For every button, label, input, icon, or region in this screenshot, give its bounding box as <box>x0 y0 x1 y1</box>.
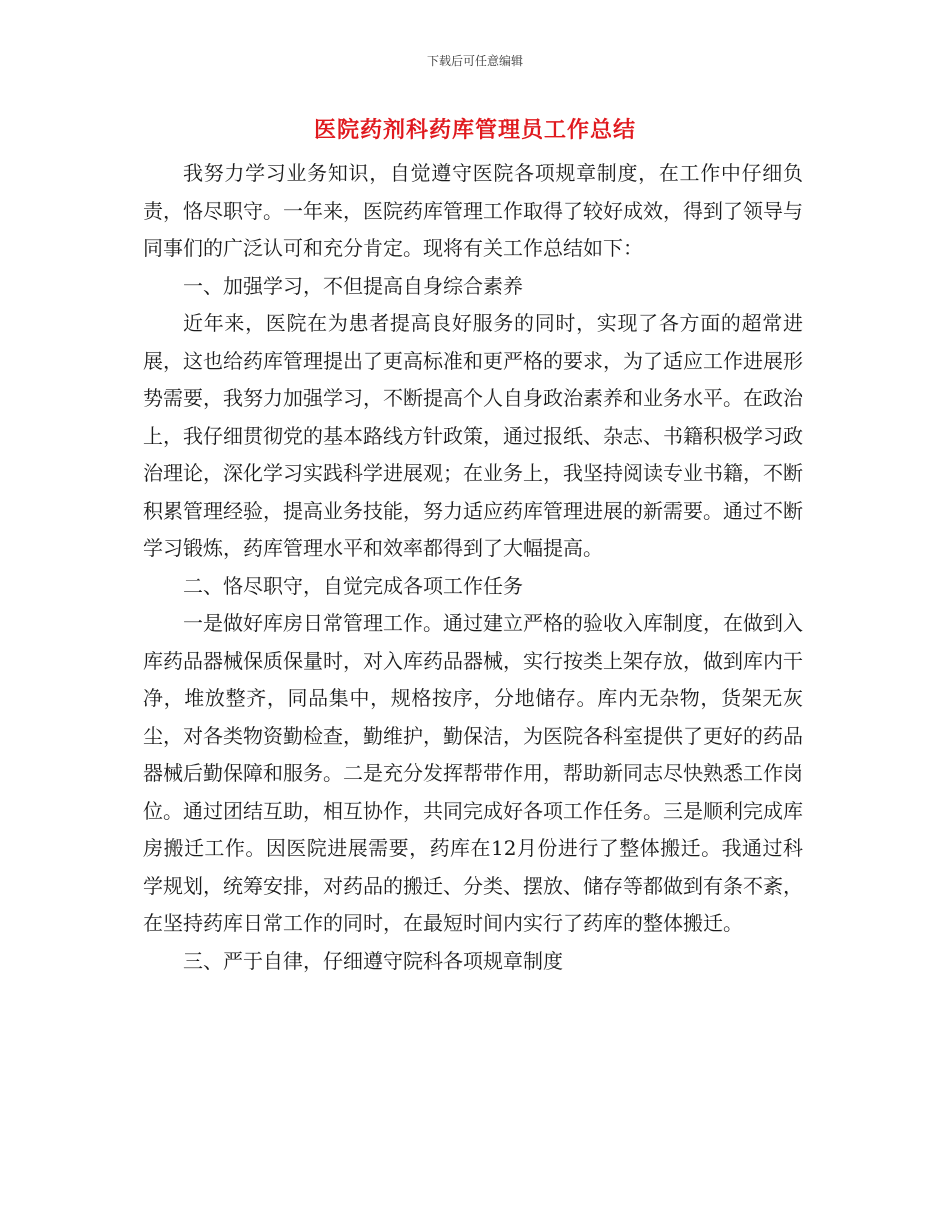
section-1-paragraph: 近年来，医院在为患者提高良好服务的同时，实现了各方面的超常进展，这也给药库管理提出了更高标准和更严格的要求，为了适应工作进展形势需要，我努力加强学习，不断提高个人自身政治素养和业务水平。在政治上，我仔细贯彻党的基本路线方针政策，通过报纸、杂志、书籍积极学习政治理论，深化学习实践科学进展观；在业务上，我坚持阅读专业书籍，不断积累管理经验，提高业务技能，努力适应药库管理进展的新需要。通过不断学习锻炼，药库管理水平和效率都得到了大幅提高。 <box>143 311 803 560</box>
page-header-note: 下载后可任意编辑 <box>426 54 523 68</box>
section-heading-3: 三、严于自律，仔细遵守院科各项规章制度 <box>183 948 563 973</box>
intro-paragraph: 我努力学习业务知识，自觉遵守医院各项规章制度，在工作中仔细负责，恪尽职守。一年来，医院药库管理工作取得了较好成效，得到了领导与同事们的广泛认可和充分肯定。现将有关工作总结如下： <box>143 161 803 260</box>
section-heading-1: 一、加强学习，不但提高自身综合素养 <box>183 273 523 298</box>
section-heading-2: 二、恪尽职守，自觉完成各项工作任务 <box>183 573 523 598</box>
document-body <box>143 155 803 980</box>
section-2-paragraph: 一是做好库房日常管理工作。通过建立严格的验收入库制度，在做到入库药品器械保质保量时，对入库药品器械，实行按类上架存放，做到库内干净，堆放整齐，同品集中，规格按序，分地储存。库内无杂物，货架无灰尘，对各类物资勤检查，勤维护，勤保洁，为医院各科室提供了更好的药品器械后勤保障和服务。二是充分发挥帮带作用，帮助新同志尽快熟悉工作岗位。通过团结互助，相互协作，共同完成好各项工作任务。三是顺利完成库房搬迁工作。因医院进展需要，药库在12月份进行了整体搬迁。我通过科学规划，统筹安排，对药品的搬迁、分类、摆放、储存等都做到有条不紊，在坚持药库日常工作的同时，在最短时间内实行了药库的整体搬迁。 <box>143 611 803 935</box>
document-title: 医院药剂科药库管理员工作总结 <box>313 117 636 143</box>
